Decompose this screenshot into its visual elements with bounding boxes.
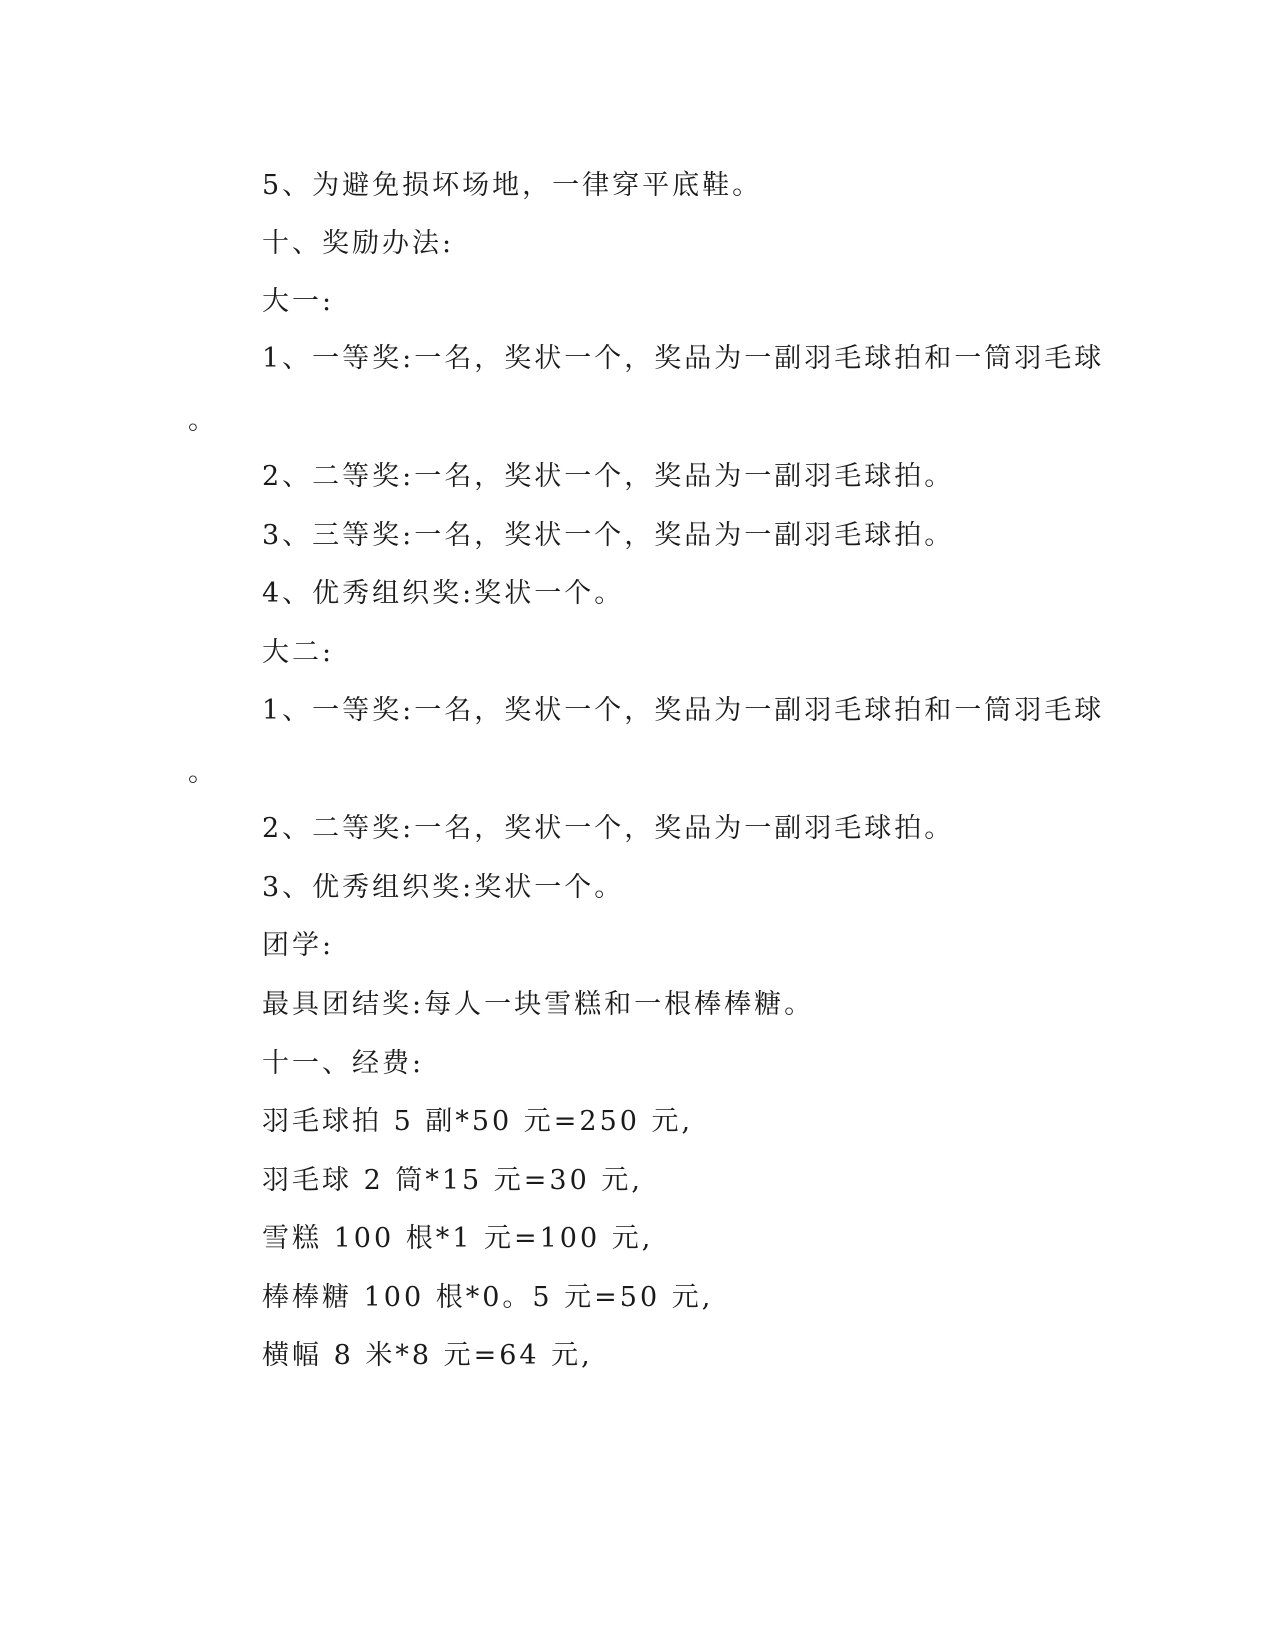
freshman-first-prize: 1、一等奖:一名，奖状一个，奖品为一副羽毛球拍和一筒羽毛球 — [262, 343, 1105, 374]
budget-banner: 横幅 8 米*8 元=64 元, — [262, 1340, 593, 1371]
freshman-second-prize: 2、二等奖:一名，奖状一个，奖品为一副羽毛球拍。 — [262, 461, 955, 492]
sophomore-first-prize: 1、一等奖:一名，奖状一个，奖品为一副羽毛球拍和一筒羽毛球 — [262, 695, 1105, 726]
section-heading-awards: 十、奖励办法: — [262, 228, 455, 259]
freshman-first-prize-tail: 。 — [188, 405, 215, 436]
sophomore-second-prize: 2、二等奖:一名，奖状一个，奖品为一副羽毛球拍。 — [262, 813, 955, 844]
freshman-organization-prize: 4、优秀组织奖:奖状一个。 — [262, 578, 625, 609]
unity-prize: 最具团结奖:每人一块雪糕和一根棒棒糖。 — [262, 989, 815, 1020]
group-heading-freshman: 大一: — [262, 286, 335, 317]
budget-ice-cream: 雪糕 100 根*1 元=100 元, — [262, 1223, 654, 1254]
group-heading-sophomore: 大二: — [262, 637, 335, 668]
group-heading-league: 团学: — [262, 930, 335, 961]
sophomore-first-prize-tail: 。 — [188, 757, 215, 788]
budget-lollipops: 棒棒糖 100 根*0。5 元=50 元, — [262, 1282, 714, 1313]
section-heading-budget: 十一、经费: — [262, 1048, 425, 1079]
budget-shuttlecocks: 羽毛球 2 筒*15 元=30 元, — [262, 1165, 643, 1196]
budget-rackets: 羽毛球拍 5 副*50 元=250 元, — [262, 1106, 694, 1137]
paragraph-rule-5: 5、为避免损坏场地，一律穿平底鞋。 — [262, 170, 763, 201]
sophomore-organization-prize: 3、优秀组织奖:奖状一个。 — [262, 872, 625, 903]
freshman-third-prize: 3、三等奖:一名，奖状一个，奖品为一副羽毛球拍。 — [262, 520, 955, 551]
